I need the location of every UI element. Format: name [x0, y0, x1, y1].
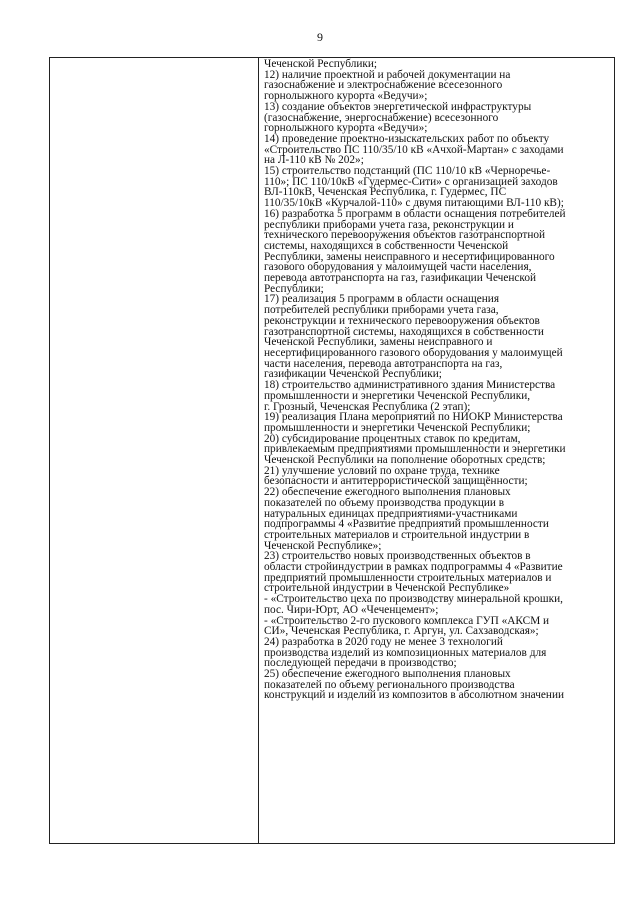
- text-line: конструкций и изделий из композитов в абсолютном значении: [264, 689, 565, 702]
- text-line: системы, находящихся в собственности Чеченской: [264, 239, 509, 252]
- text-line: натуральных единицах предприятиями-участниками: [264, 507, 518, 520]
- text-line: «Строительство ПС 110/35/10 кВ «Ачхой-Мартан» с заходами: [264, 143, 564, 156]
- text-line: Чеченской Республике»;: [264, 539, 382, 552]
- text-line: газоснабжение и электроснабжение всесезонного: [264, 79, 503, 92]
- text-line: г. Грозный, Чеченская Республика (2 этап);: [264, 400, 471, 413]
- text-line: части населения, перевода автотранспорта на газ,: [264, 357, 503, 370]
- text-line: (газоснабжение, энергоснабжение) всесезонного: [264, 111, 499, 124]
- text-line: подпрограммы 4 «Развитие предприятий промышленности: [264, 518, 549, 531]
- text-line: 110»; ПС 110/10кВ «Гудермес-Сити» с организацией заходов: [264, 175, 558, 188]
- text-line: на Л-110 кВ № 202»;: [264, 154, 364, 167]
- text-line: Чеченской Республики, замены неисправного и: [264, 336, 493, 349]
- text-line: 21) улучшение условий по охране труда, технике: [264, 464, 500, 477]
- text-line: 25) обеспечение ежегодного выполнения плановых: [264, 668, 511, 681]
- text-line: Республики;: [264, 282, 324, 295]
- text-line: 23) строительство новых производственных объектов в: [264, 550, 531, 563]
- text-line: горнолыжного курорта «Ведучи»;: [264, 90, 428, 103]
- text-line: Чеченской Республики;: [264, 58, 378, 70]
- text-line: 13) создание объектов энергетической инфраструктуры: [264, 100, 532, 113]
- text-line: 18) строительство административного здания Министерства: [264, 379, 556, 392]
- text-line: строительных материалов и строительной индустрии в: [264, 528, 530, 541]
- text-line: Республики, замены неисправного и несертифицированного: [264, 250, 555, 263]
- text-line: безопасности и антитеррористической защищённости;: [264, 475, 528, 488]
- text-line: Чеченской Республики на пополнение оборотных средств;: [264, 454, 546, 467]
- page-number: 9: [317, 30, 323, 44]
- text-line: потребителей республики приборами учета газа,: [264, 304, 499, 317]
- text-line: 20) субсидирование процентных ставок по кредитам,: [264, 432, 521, 445]
- text-line: пос. Чири-Юрт, АО «Чеченцемент»;: [264, 603, 439, 616]
- text-line: газотранспортной системы, находящихся в собственности: [264, 325, 544, 338]
- text-line: строительной индустрии в Чеченской Республике»: [264, 582, 510, 595]
- text-line: горнолыжного курорта «Ведучи»;: [264, 122, 428, 135]
- text-line: предприятий промышленности строительных материалов и: [264, 571, 552, 584]
- text-line: перевода автотранспорта на газ, газификации Чеченской: [264, 272, 537, 285]
- text-line: 24) разработка в 2020 году не менее 3 технологий: [264, 635, 503, 648]
- text-line: последующей передачи в производство;: [264, 657, 457, 670]
- text-line: 16) разработка 5 программ в области оснащения потребителей: [264, 207, 566, 220]
- document-table: [49, 57, 615, 844]
- text-line: - «Строительство 2-го пускового комплекса ГУП «АКСМ и: [264, 614, 550, 627]
- text-line: реконструкции и технического перевооружения объектов: [264, 314, 540, 327]
- text-line: СИ», Чеченская Республика, г. Аргун, ул. Сахзаводская»;: [264, 625, 539, 638]
- text-line: 12) наличие проектной и рабочей документации на: [264, 68, 511, 81]
- text-line: промышленности и энергетики Чеченской Республики;: [264, 421, 531, 434]
- text-line: 14) проведение проектно-изыскательских работ по объекту: [264, 132, 550, 145]
- text-line: промышленности и энергетики Чеченской Республики,: [264, 389, 531, 402]
- text-line: показателей по объему производства продукции в: [264, 496, 505, 509]
- text-line: - «Строительство цеха по производству минеральной крошки,: [264, 593, 563, 606]
- text-line: газового оборудования у малоимущей части населения,: [264, 261, 532, 274]
- text-line: 17) реализация 5 программ в области оснащения: [264, 293, 500, 306]
- text-line: республики приборами учета газа, реконструкции и: [264, 218, 514, 231]
- text-line: 19) реализация Плана мероприятий по НИОКР Министерства: [264, 411, 563, 424]
- text-line: показателей по объему регионального производства: [264, 678, 515, 691]
- table-left-cell: [50, 58, 259, 843]
- text-line: производства изделий из композиционных материалов для: [264, 646, 547, 659]
- text-line: привлекаемым предприятиями промышленности и энергетики: [264, 443, 566, 456]
- text-line: технического перевооружения объектов газотранспортной: [264, 229, 546, 242]
- text-line: 15) строительство подстанций (ПС 110/10 кВ «Черноречье-: [264, 165, 551, 178]
- text-line: 110/35/10кВ «Курчалой-110» с двумя питающими ВЛ-110 кВ);: [264, 197, 564, 210]
- text-line: газификации Чеченской Республики;: [264, 368, 442, 381]
- table-right-cell: [259, 58, 614, 843]
- text-line: области стройиндустрии в рамках подпрограммы 4 «Развитие: [264, 561, 563, 574]
- text-line: несертифицированного газового оборудования у малоимущей: [264, 346, 563, 359]
- text-line: 22) обеспечение ежегодного выполнения плановых: [264, 486, 511, 499]
- text-line: ВЛ-110кВ, Чеченская Республика, г. Гудермес, ПС: [264, 186, 507, 199]
